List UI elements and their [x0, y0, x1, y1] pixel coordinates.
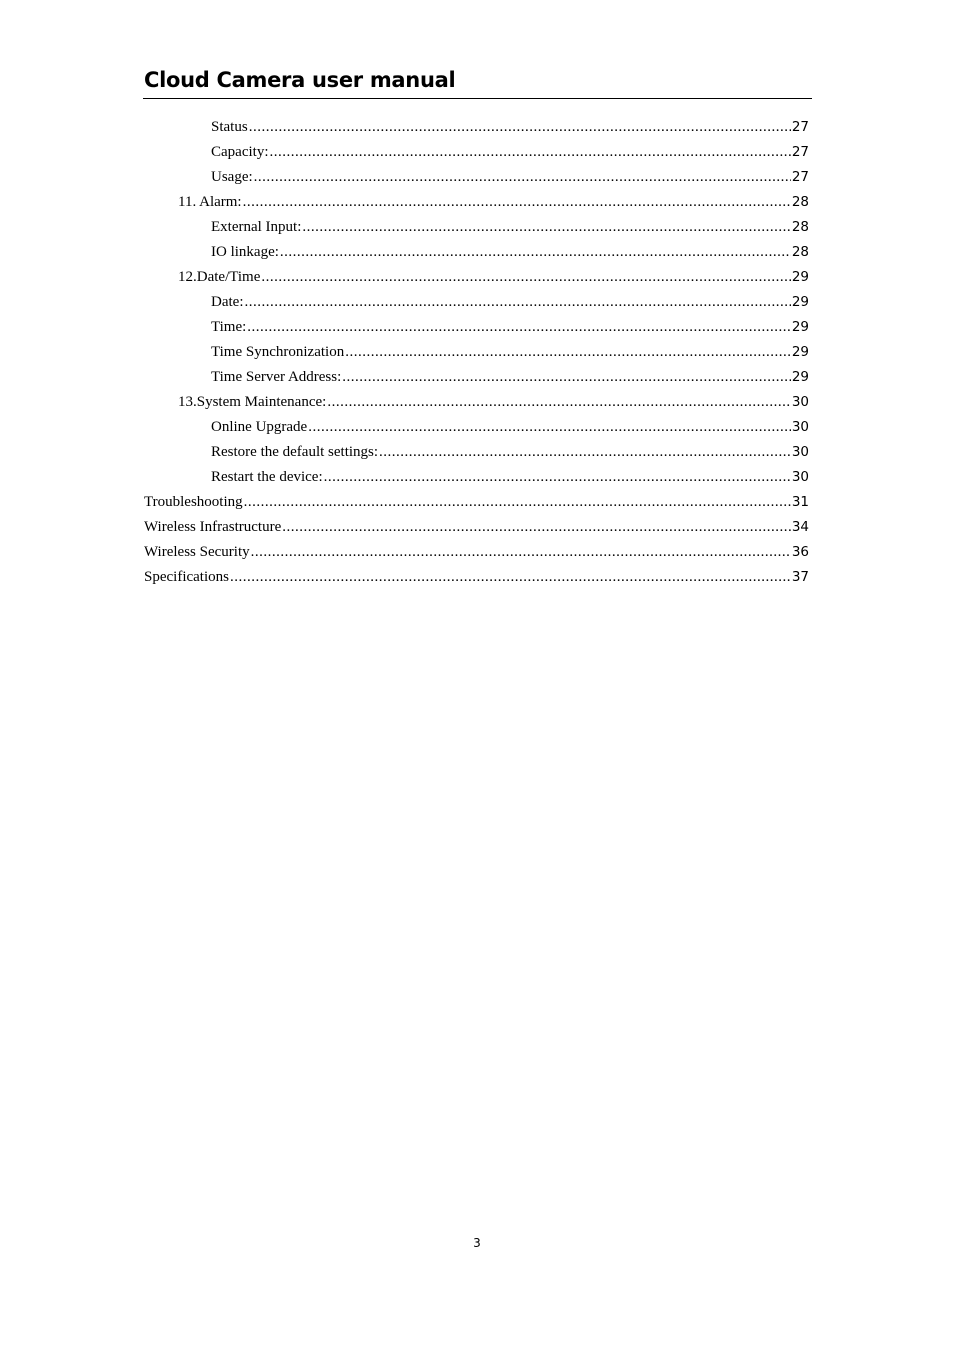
toc-entry-label: Date:	[211, 294, 244, 310]
toc-entry[interactable]	[144, 390, 809, 415]
toc-entry-label: Wireless Infrastructure	[144, 519, 282, 535]
toc-dot-leader	[282, 515, 791, 540]
toc-dot-leader	[249, 115, 791, 140]
toc-dot-leader	[327, 390, 791, 415]
toc-entry-label: External Input:	[211, 219, 302, 235]
page-number: 3	[473, 1236, 481, 1250]
toc-entry-label: Usage:	[211, 169, 253, 185]
toc-entry-label: 13.System Maintenance:	[178, 394, 327, 410]
toc-entry[interactable]	[144, 140, 809, 165]
toc-dot-leader	[251, 540, 791, 565]
toc-entry-page: 29	[791, 269, 809, 285]
toc-entry-page: 27	[791, 144, 809, 160]
toc-entry[interactable]	[144, 465, 809, 490]
toc-entry[interactable]	[144, 315, 809, 340]
toc-entry[interactable]	[144, 240, 809, 265]
toc-entry-page: 28	[791, 244, 809, 260]
toc-entry-page: 29	[791, 369, 809, 385]
toc-dot-leader	[244, 490, 791, 515]
toc-dot-leader	[261, 265, 790, 290]
toc-entry[interactable]	[144, 165, 809, 190]
toc-dot-leader	[308, 415, 791, 440]
toc-entry-page: 29	[791, 344, 809, 360]
toc-entry-label: IO linkage:	[211, 244, 279, 260]
toc-dot-leader	[269, 140, 790, 165]
toc-entry[interactable]	[144, 415, 809, 440]
toc-dot-leader	[230, 565, 791, 590]
toc-entry-label: Restore the default settings:	[211, 444, 379, 460]
toc-entry-label: 11. Alarm:	[178, 194, 242, 210]
toc-entry[interactable]	[144, 290, 809, 315]
toc-dot-leader	[280, 240, 791, 265]
toc-entry[interactable]	[144, 490, 809, 515]
toc-dot-leader	[243, 190, 791, 215]
toc-entry[interactable]	[144, 565, 809, 590]
toc-entry-label: Specifications	[144, 569, 229, 585]
toc-entry-page: 37	[791, 569, 809, 585]
toc-entry-page: 27	[791, 169, 809, 185]
toc-entry-label: Troubleshooting	[144, 494, 243, 510]
toc-entry-page: 30	[791, 419, 809, 435]
toc-entry[interactable]	[144, 115, 809, 140]
toc-entry-page: 36	[791, 544, 809, 560]
toc-entry[interactable]	[144, 440, 809, 465]
toc-entry[interactable]	[144, 340, 809, 365]
page-header	[143, 66, 812, 99]
toc-entry-page: 27	[791, 119, 809, 135]
toc-entry-page: 31	[791, 494, 809, 510]
toc-entry[interactable]	[144, 540, 809, 565]
toc-entry[interactable]	[144, 215, 809, 240]
toc-dot-leader	[379, 440, 791, 465]
table-of-contents	[144, 115, 809, 590]
toc-entry-page: 29	[791, 319, 809, 335]
toc-entry-page: 28	[791, 194, 809, 210]
toc-entry-label: Time Synchronization	[211, 344, 345, 360]
toc-entry-page: 30	[791, 394, 809, 410]
toc-entry-label: Wireless Security	[144, 544, 250, 560]
toc-dot-leader	[254, 165, 791, 190]
toc-entry-label: Restart the device:	[211, 469, 323, 485]
document-title: Cloud Camera user manual	[144, 68, 456, 92]
toc-entry[interactable]	[144, 515, 809, 540]
toc-dot-leader	[342, 365, 791, 390]
toc-entry-label: Time:	[211, 319, 247, 335]
toc-entry-page: 30	[791, 444, 809, 460]
toc-entry-label: 12.Date/Time	[178, 269, 261, 285]
toc-dot-leader	[302, 215, 790, 240]
toc-dot-leader	[345, 340, 791, 365]
toc-dot-leader	[247, 315, 791, 340]
toc-entry[interactable]	[144, 265, 809, 290]
toc-dot-leader	[244, 290, 790, 315]
toc-entry[interactable]	[144, 190, 809, 215]
toc-entry-page: 34	[791, 519, 809, 535]
toc-entry-label: Capacity:	[211, 144, 269, 160]
toc-entry-page: 30	[791, 469, 809, 485]
toc-entry-label: Time Server Address:	[211, 369, 342, 385]
toc-entry-label: Status	[211, 119, 248, 135]
toc-dot-leader	[324, 465, 791, 490]
toc-entry-label: Online Upgrade	[211, 419, 308, 435]
toc-entry-page: 28	[791, 219, 809, 235]
toc-entry[interactable]	[144, 365, 809, 390]
toc-entry-page: 29	[791, 294, 809, 310]
